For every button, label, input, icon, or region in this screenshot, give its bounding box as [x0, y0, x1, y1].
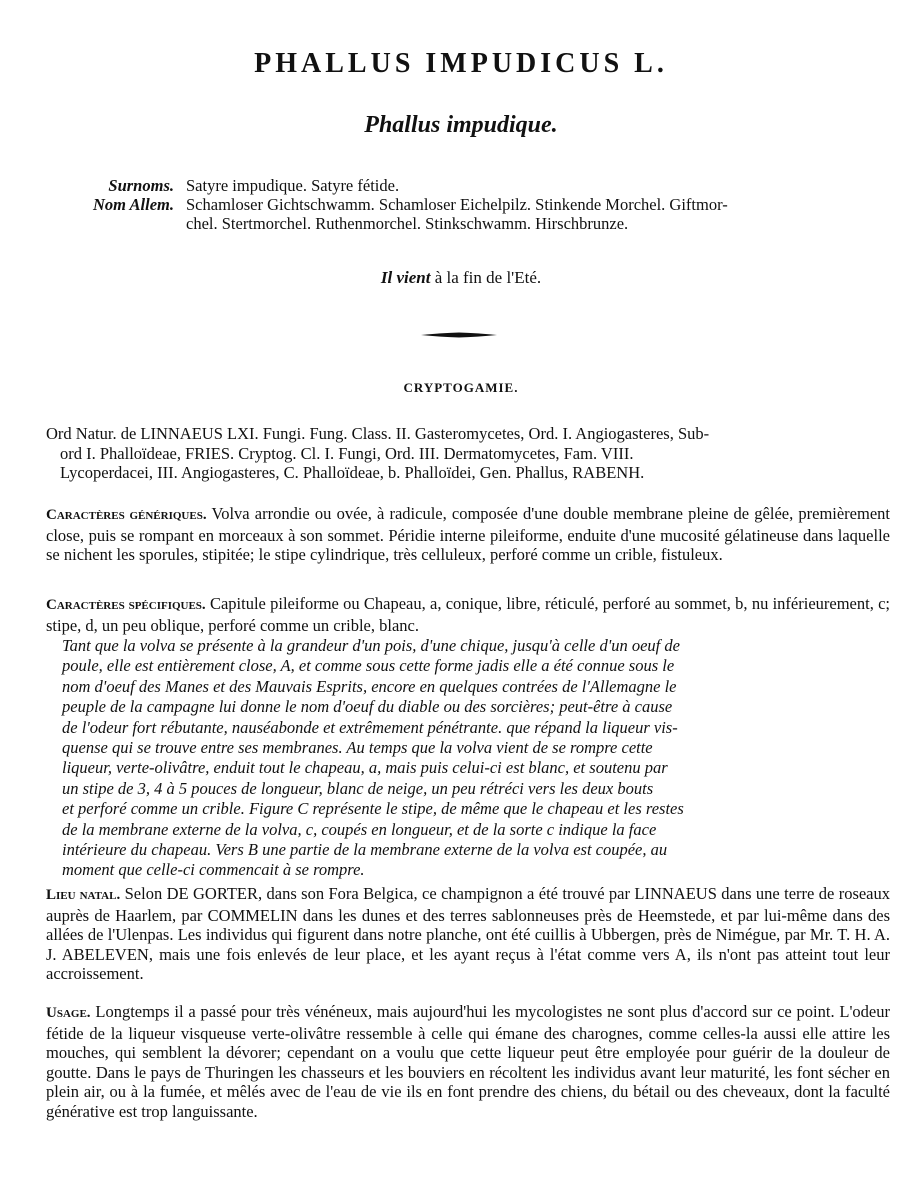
description-line: poule, elle est entièrement close, A, et comme sous cette forme jadis elle a été connue sous le: [62, 656, 675, 676]
classification-line: Ord Natur. de LINNAEUS LXI. Fungi. Fung. Class. II. Gasteromycetes, Ord. I. Angiogasteres, Sub-: [46, 424, 710, 443]
german-names-label: Nom Allem.: [93, 195, 174, 214]
german-names-continued: chel. Stertmorchel. Ruthenmorchel. Stinkschwamm. Hirschbrunze.: [186, 214, 629, 233]
description-paragraph: [62, 636, 890, 881]
specific-characters-paragraph: [46, 594, 890, 635]
description-line: liqueur, verte-olivâtre, enduit tout le chapeau, a, mais puis celui-ci est blanc, et soutenu par: [62, 758, 668, 778]
german-names-row: [60, 195, 890, 214]
habitat-paragraph: [46, 884, 890, 984]
ornament-rule-icon: [421, 332, 497, 338]
generic-characters-text: Volva arrondie ou ovée, à radicule, composée d'une double membrane pleine de gêlée, premièrement close, puis se rompant en morceaux à son sommet. Péridie interne pileiforme, enduite d'une mucosité gélatineuse dans laquelle se nichent les sporules, stipitée; le stipe cylindrique, très celluleux, perforé comme un crible, fistuleux.: [46, 504, 890, 565]
description-line: un stipe de 3, 4 à 5 pouces de longueur, blanc de neige, un peu rétréci vers les deux bouts: [62, 778, 654, 798]
german-names-value: Schamloser Gichtschwamm. Schamloser Eichelpilz. Stinkende Morchel. Giftmor-: [186, 195, 728, 214]
description-line: intérieure du chapeau. Vers B une partie de la membrane externe de la volva est coupée, au: [62, 840, 668, 860]
classification-line: ord I. Phalloïdeae, FRIES. Cryptog. Cl. I. Fungi, Ord. III. Dermatomycetes, Fam. VIII.: [60, 443, 634, 463]
description-line: nom d'oeuf des Manes et des Mauvais Esprits, encore en quelques contrées de l'Allemagne le: [62, 676, 677, 696]
description-line: moment que celle-ci commencait à se rompre.: [62, 860, 365, 880]
usage-label: Usage.: [46, 1005, 91, 1021]
generic-characters-paragraph: [46, 504, 890, 565]
surnoms-value: Satyre impudique. Satyre fétide.: [186, 176, 400, 195]
season-line: [0, 268, 922, 288]
description-line: quense qui se trouve entre ses membranes. Au temps que la volva vient de se rompre cette: [62, 738, 653, 758]
specific-characters-text: Capitule pileiforme ou Chapeau, a, conique, libre, réticulé, perforé au sommet, b, nu inférieurement, c; stipe, d, un peu oblique, perforé comme un crible, blanc.: [46, 594, 890, 635]
common-names-block: [60, 176, 890, 233]
habitat-text: Selon DE GORTER, dans son Fora Belgica, ce champignon a été trouvé par LINNAEUS dans une terre de roseaux auprès de Haarlem, par COMMELIN dans les dunes et des terres sablonneuses près de Heemstede, et par lui-même dans des allées de l'Ulenpas. Les individus qui figurent dans notre planche, ont été cuillis à Ubbergen, près de Nimégue, par Mr. T. H. A. J. ABELEVEN, mais une fois enlevés de leur place, et les ayant reçus à l'état comme vers A, ils n'ont pas atteint tout leur accroissement.: [46, 884, 891, 984]
usage-text: Longtemps il a passé pour très vénéneux, mais aujourd'hui les mycologistes ne sont plus d'accord sur ce point. L'odeur fétide de la liqueur visqueuse verte-olivâtre ressemble à celle qui émane des charognes, comme celles-la aussi elle attire les mouches, qui semblent la dévorer; cependant on a voulu que cette liqueur peut être employée pour guérir de la douleur de goutte. Dans le pays de Thuringen les chasseurs et les bouviers en récoltent les individus avant leur maturité, les font sécher en plein air, ou à la fumée, et mêlés avec de l'eau de vie ils en font prendre des chiens, du bétail ou des cheveaux, dont la faculté générative est trop languissante.: [46, 1002, 890, 1121]
surnoms-row: [60, 176, 890, 195]
surnoms-label: Surnoms.: [108, 176, 174, 195]
classification-line: Lycoperdacei, III. Angiogasteres, C. Phalloïdeae, b. Phalloïdei, Gen. Phallus, RABENH.: [60, 463, 645, 483]
description-line: Tant que la volva se présente à la grandeur d'un pois, d'une chique, jusqu'à celle d'un oeuf de: [62, 636, 680, 655]
specific-characters-label: Caractères spécifiques.: [46, 597, 206, 613]
description-line: de l'odeur fort rébutante, nauséabonde et extrêmement pénétrante. que répand la liqueur vis-: [62, 717, 678, 737]
generic-characters-label: Caractères génériques.: [46, 507, 207, 523]
description-line: de la membrane externe de la volva, c, coupés en longueur, et de la sorte c indique la face: [62, 819, 657, 839]
section-heading: CRYPTOGAMIE.: [403, 380, 519, 395]
description-line: peuple de la campagne lui donne le nom d'oeuf du diable ou des sorcières; peut-être à cause: [62, 697, 673, 717]
season-rest: à la fin de l'Eté.: [434, 268, 542, 287]
season-lead: Il vient: [380, 268, 431, 287]
usage-paragraph: [46, 1002, 890, 1122]
page-subtitle: Phallus impudique.: [364, 112, 558, 138]
description-line: et perforé comme un crible. Figure C représente le stipe, de même que le chapeau et les restes: [62, 799, 684, 819]
page-title: PHALLUS IMPUDICUS L.: [254, 48, 668, 79]
classification-paragraph: [46, 424, 890, 483]
habitat-label: Lieu natal.: [46, 887, 121, 903]
